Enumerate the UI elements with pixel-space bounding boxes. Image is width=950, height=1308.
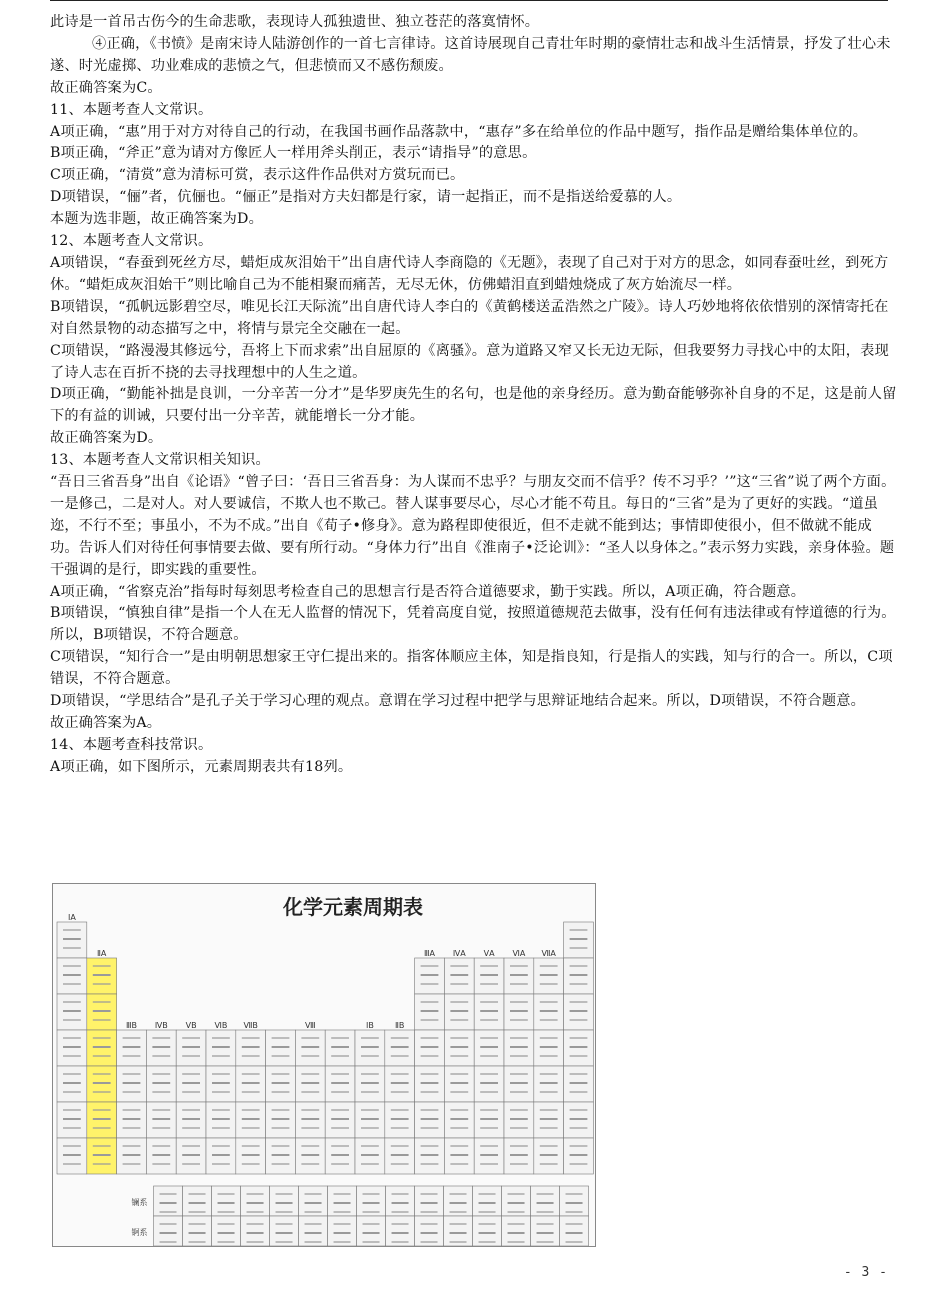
paragraph: C项正确，“清赏”意为清标可赏，表示这件作品供对方赏玩而已。 (50, 167, 465, 184)
group-label: ⅡB (394, 1021, 405, 1030)
group-label: ⅤB (185, 1021, 197, 1030)
question-heading: 11、本题考查人文常识。 (50, 101, 213, 118)
periodic-table-figure (52, 883, 596, 1247)
paragraph: D项错误，“俪”者，伉俪也。“俪正”是指对方夫妇都是行家，请一起指正，而不是指送给爱慕的人。 (50, 189, 682, 206)
question-heading: 13、本题考查人文常识相关知识。 (50, 452, 270, 469)
answer-line: 故正确答案为D。 (50, 430, 163, 447)
group-label: ⅠB (365, 1021, 374, 1030)
series-label: 镧系 (131, 1198, 148, 1207)
paragraph: A项正确，“省察克治”指每时每刻思考检查自己的思想言行是否符合道德要求，勤于实践。所以，A项正确，符合题意。 (50, 583, 806, 600)
group-label: ⅥA (512, 949, 526, 958)
answer-line: 故正确答案为A。 (50, 715, 162, 731)
answer-line: 故正确答案为C。 (50, 79, 162, 96)
paragraph: C项错误，“路漫漫其修远兮，吾将上下而求索”出自屈原的《离骚》。意为道路又窄又长无边无际，但我要努力寻找心中的太阳，表现了诗人志在百折不挠的去寻找理想中的人生之道。 (50, 342, 889, 381)
paragraph: 此诗是一首吊古伤今的生命悲歌，表现诗人孤独遗世、独立苍茫的落寞情怀。 (50, 14, 540, 30)
page-number: - 3 - (843, 1265, 888, 1280)
paragraph: A项正确，如下图所示，元素周期表共有18列。 (50, 758, 353, 775)
group-label: ⅥB (214, 1021, 228, 1030)
group-label: ⅤA (483, 949, 495, 958)
paragraph: D项正确，“勤能补拙是良训，一分辛苦一分才”是华罗庚先生的名句，也是他的亲身经历。意为勤奋能够弥补自身的不足，这是前人留下的有益的训诫，只要付出一分辛苦，就能增长一分才能。 (50, 386, 897, 425)
paragraph: “吾日三省吾身”出自《论语》“曾子曰：‘吾日三省吾身：为人谋而不忠乎？与朋友交而不信乎？传不习乎？’”这“三省”说了两个方面。一是修己，二是对人。对人要诚信，不欺人也不欺己。替人谋事要尽心，尽心才能不苟且。每日的“三省”是为了更好的实践。“道虽迩，不行不至；事虽小，不为不成。”出自《荀子•修身》。意为路程即使很近，但不走就不能到达；事情即使很小，但不做就不能成功。告诉人们对待任何事情要去做、要有所行动。“身体力行”出自《淮南子•泛论训》：“圣人以身体之。”表示努力实践，亲身体验。题干强调的是行，即实践的重要性。 (50, 474, 896, 578)
group-label: ⅦA (541, 949, 556, 958)
periodic-table-image (53, 884, 595, 1246)
group-label: ⅢA (424, 949, 435, 958)
paragraph: D项错误，“学思结合”是孔子关于学习心理的观点。意谓在学习过程中把学与思辩证地结合起来。所以，D项错误，不符合题意。 (50, 693, 865, 710)
paragraph: ④正确，《书愤》是南宋诗人陆游创作的一首七言律诗。这首诗展现自己青壮年时期的豪情壮志和战斗生活情景，抒发了壮心未遂、时光虚掷、功业难成的悲愤之气，但悲愤而又不感伤颓废。 (50, 35, 891, 74)
group-label: ⅣB (154, 1021, 168, 1030)
group-label: Ⅷ (305, 1021, 316, 1030)
series-label: 锕系 (131, 1228, 148, 1237)
question-heading: 14、本题考查科技常识。 (50, 736, 213, 753)
paragraph: A项正确，“惠”用于对方对待自己的行动，在我国书画作品落款中，“惠存”多在给单位的作品中题写，指作品是赠给集体单位的。 (50, 123, 868, 140)
paragraph: B项错误，“慎独自律”是指一个人在无人监督的情况下，凭着高度自觉，按照道德规范去做事，没有任何有违法律或有悖道德的行为。所以，B项错误，不符合题意。 (50, 605, 896, 644)
group-label: ⅦB (243, 1021, 258, 1030)
group-label: ⅠA (67, 913, 76, 922)
group-label: ⅢB (125, 1021, 138, 1030)
group-label: ⅡA (96, 949, 107, 958)
paragraph: B项错误，“孤帆远影碧空尽，唯见长江天际流”出自唐代诗人李白的《黄鹤楼送孟浩然之广陵》。诗人巧妙地将依依惜别的深情寄托在对自然景物的动态描写之中，将情与景完全交融在一起。 (50, 298, 889, 337)
paragraph: B项正确，“斧正”意为请对方像匠人一样用斧头削正，表示“请指导”的意思。 (50, 145, 537, 162)
header-rule (50, 0, 888, 1)
periodic-table-title: 化学元素周期表 (283, 895, 423, 919)
paragraph: C项错误，“知行合一”是由明朝思想家王守仁提出来的。指客体顺应主体，知是指良知，行是指人的实践，知与行的合一。所以，C项错误，不符合题意。 (50, 649, 893, 688)
answer-line: 本题为选非题，故正确答案为D。 (50, 211, 264, 228)
question-heading: 12、本题考查人文常识。 (50, 233, 213, 250)
group-label: ⅣA (452, 949, 466, 958)
paragraph: A项错误，“春蚕到死丝方尽，蜡炬成灰泪始干”出自唐代诗人李商隐的《无题》，表现了自己对于对方的思念，如同春蚕吐丝，到死方休。“蜡炬成灰泪始干”则比喻自己为不能相聚而痛苦，无尽无休，仿佛蜡泪直到蜡烛烧成了灰方始流尽一样。 (50, 254, 889, 293)
document-body (50, 12, 900, 779)
